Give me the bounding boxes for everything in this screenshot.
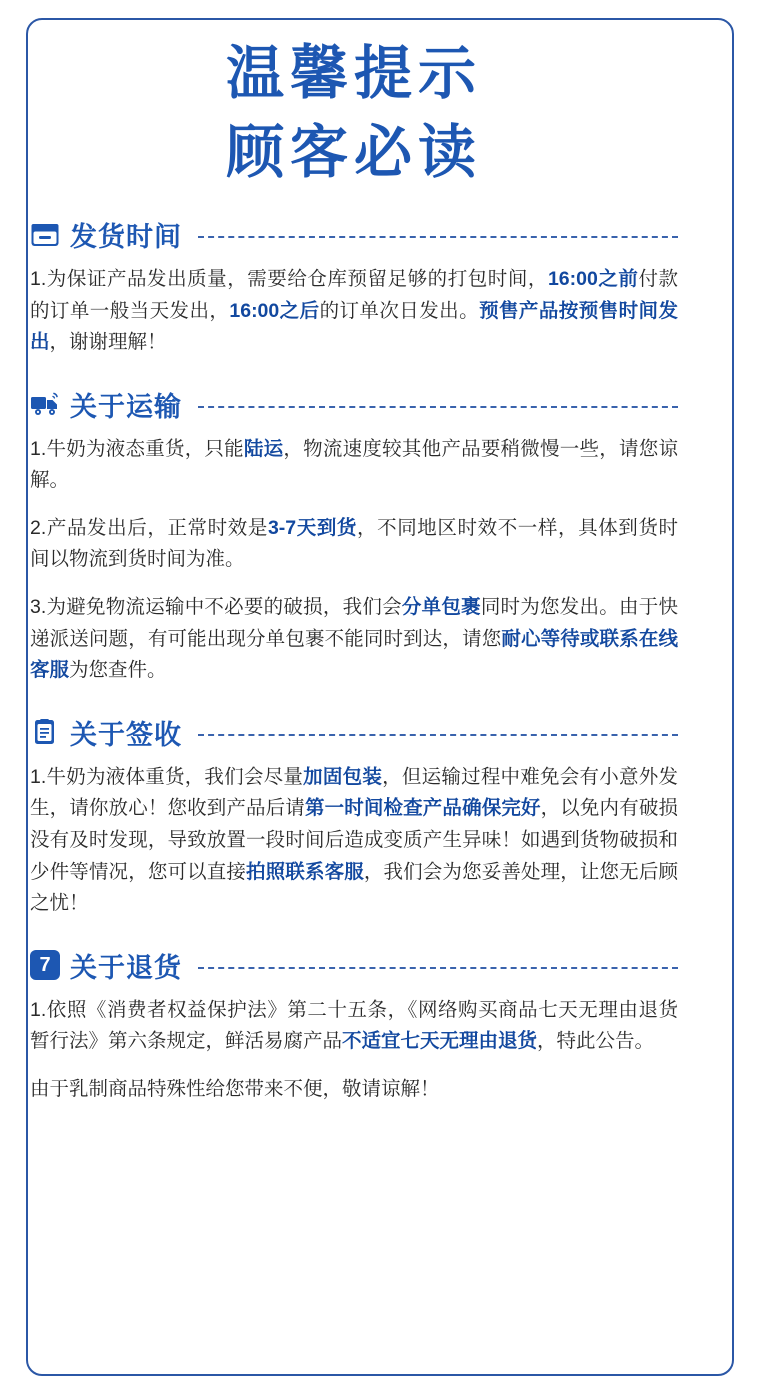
- text-run: 为您查件。: [69, 659, 167, 682]
- text-run: ，以免内有破损没有及时发现，导致放置一段时间后造成变质产生异味！如遇到货物破损和少件等情况，您可以直接: [30, 797, 678, 883]
- text-run-highlight: 16:00之前: [547, 268, 639, 290]
- divider-dashed: [198, 734, 678, 737]
- paragraph: [30, 264, 678, 359]
- paragraph: [30, 995, 678, 1058]
- text-run: 1.牛奶为液态重货，只能: [30, 437, 244, 460]
- text-run-highlight: 第一时间: [304, 797, 384, 820]
- section-header: [30, 946, 678, 985]
- section-returns: [30, 946, 678, 1106]
- text-run: ，物流速度较其他产品要稍微慢一些，请您谅解。: [30, 437, 678, 492]
- section-title: 关于签收: [70, 719, 182, 750]
- text-run-highlight: 加固包装: [303, 765, 383, 788]
- text-run-highlight: 3-7天到货: [267, 516, 358, 539]
- section-title: 关于运输: [70, 391, 182, 422]
- text-run-highlight: 分单包裹: [401, 596, 481, 619]
- text-run: 1.依照《消费者权益保护法》第二十五条，《网络购买商品七天无理由退货暂行法》第六条规定，鲜活易腐产品: [30, 998, 678, 1053]
- text-run-highlight: 耐心等待或联系在线客服: [30, 627, 678, 682]
- section-header: [30, 713, 678, 752]
- title-line-1: 温馨提示: [225, 41, 482, 106]
- text-run: ，不同地区时效不一样，具体到货时间以物流到货时间为准。: [30, 516, 678, 571]
- text-run: 1.牛奶为液体重货，我们会尽量: [30, 765, 304, 788]
- text-run: 1.为保证产品发出质量，需要给仓库预留足够的打包时间，: [30, 268, 548, 290]
- text-run-highlight: 拍照联系客服: [246, 860, 364, 883]
- section-header: [30, 215, 678, 254]
- title-line-2: 顾客必读: [225, 119, 482, 185]
- text-run: 付款的订单一般当天发出，: [30, 268, 678, 322]
- text-run: 3.为避免物流运输中不必要的破损，我们会: [30, 596, 402, 619]
- text-run-highlight: 不适宜七天无理由退货: [342, 1030, 538, 1053]
- text-run: 的订单次日发出。: [319, 299, 480, 322]
- text-run: ，谢谢理解！: [49, 331, 167, 354]
- text-run-highlight: 16:00之后: [229, 299, 320, 322]
- number-7-badge: 7: [30, 950, 60, 980]
- text-run-highlight: 预售产品按预售时间发出: [30, 299, 678, 354]
- text-run: 同时为您发出。由于快递派送问题，有可能出现分单包裹不能同时到达，请您: [30, 596, 678, 650]
- section-transport: [30, 385, 678, 687]
- clipboard-sign-icon: [30, 717, 60, 747]
- page-title: [30, 38, 678, 189]
- paragraph: [30, 592, 678, 687]
- section-shipping-time: [30, 215, 678, 359]
- section-title: 关于退货: [70, 952, 182, 983]
- paragraph: 由于乳制商品特殊性给您带来不便，敬请谅解！: [30, 1077, 440, 1100]
- text-run-highlight: 陆运: [243, 437, 284, 460]
- truck-icon: [30, 389, 60, 419]
- section-title: 发货时间: [70, 222, 182, 252]
- divider-dashed: [198, 236, 678, 239]
- divider-dashed: [198, 967, 678, 970]
- text-run: ，我们会为您妥善处理，让您无后顾之忧！: [30, 860, 678, 915]
- shipping-box-icon: [30, 220, 60, 250]
- text-run: ，但运输过程中难免会有小意外发生，请你放心！您收到产品后请: [30, 765, 678, 820]
- paragraph: [30, 434, 678, 497]
- text-run: ，特此公告。: [537, 1030, 655, 1053]
- text-run: 2.产品发出后，正常时效是: [30, 516, 268, 539]
- paragraph: [30, 513, 678, 576]
- divider-dashed: [198, 406, 678, 409]
- section-header: [30, 385, 678, 424]
- paragraph: [30, 762, 678, 920]
- text-run-highlight: 检查产品确保完好: [383, 797, 541, 820]
- section-receipt: [30, 713, 678, 920]
